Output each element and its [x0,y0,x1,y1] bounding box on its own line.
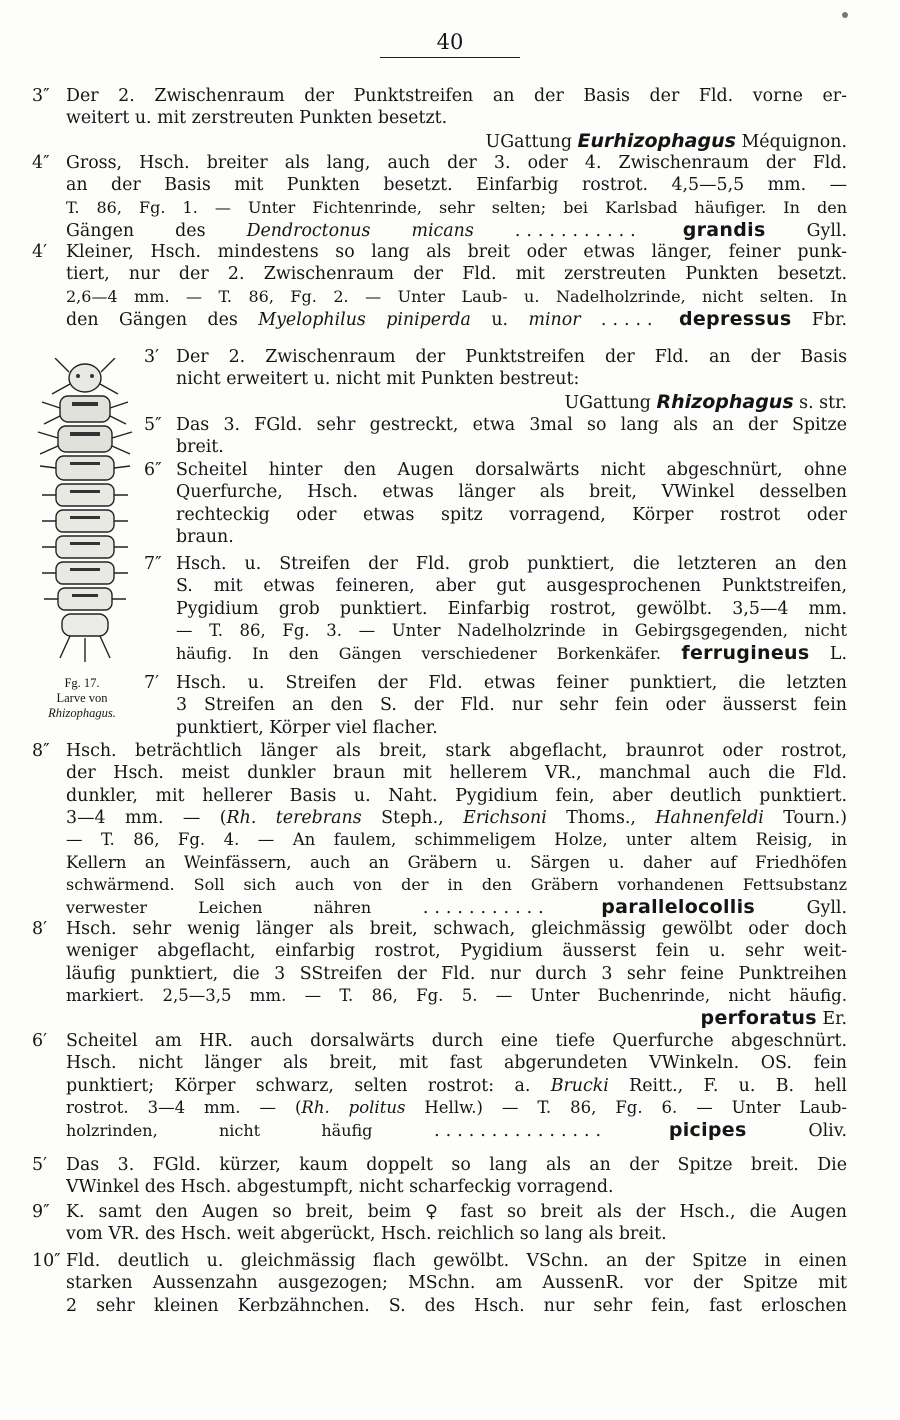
text-line: Hsch. beträchtlich länger als breit, stark abgeflacht, braunrot oder rostrot, [66,741,847,761]
couplet-marker: 9″ [32,1202,50,1222]
figure-caption-line: Larve von [56,691,108,705]
larva-illustration [30,358,140,670]
text-line: Das 3. FGld. sehr gestreckt, etwa 3mal so lang als an der Spitze [176,415,847,435]
text-span: Steph., [361,808,464,829]
species-name: picipes [668,1119,747,1142]
text-line: nicht erweitert u. nicht mit Punkten bestreut: [176,369,580,390]
text-line: an der Basis mit Punkten besetzt. Einfarbig rostrot. 4,5—5,5 mm. — [66,175,847,196]
text-line: breit. [176,437,224,458]
genus-name: Rhizophagus [656,390,794,413]
species-line [66,1119,847,1141]
synonym-name: Rh. politus [301,1098,406,1118]
key-entry-10dd [32,1250,847,1317]
text-line: Pygidium grob punktiert. Einfarbig rostrot, gewölbt. 3,5—4 mm. [176,598,847,619]
couplet-marker: 10″ [32,1251,61,1271]
text-line: Das 3. FGld. kürzer, kaum doppelt so lang als an der Spitze breit. Die [66,1155,847,1175]
text-line: tiert, nur der 2. Zwischenraum der Fld. mit zerstreuten Punkten besetzt. [66,264,847,285]
leader-dots: ........... [514,221,642,242]
key-entry-8d [32,918,847,1030]
text-line: vom VR. des Hsch. weit abgerückt, Hsch. reichlich so lang als breit. [66,1224,667,1245]
couplet-marker: 4′ [32,242,48,262]
text-line: punktiert, Körper viel flacher. [176,717,438,738]
key-entry-6dd [144,459,847,548]
key-entry-7d [144,672,847,739]
text-line: Hsch. nicht länger als breit, mit fast abgerundeten VWinkeln. OS. fein [66,1053,847,1074]
text-line: 2 sehr kleinen Kerbzähnchen. S. des Hsch. nur sehr fein, fast erloschen [66,1295,847,1316]
text-line: T. 86, Fg. 1. — Unter Fichtenrinde, sehr selten; bei Karlsbad häufiger. In den [66,197,847,217]
leader-dots: ............... [434,1121,608,1142]
species-line [176,642,847,664]
text-line: Hsch. u. Streifen der Fld. grob punktiert, die letzteren an den [176,554,847,574]
couplet-marker: 4″ [32,153,50,173]
key-entry-4dd [32,152,847,241]
host-species: Dendroctonus micans [246,221,474,242]
synonym-name: Erichsoni [463,808,547,829]
species-name: parallelocollis [601,896,756,919]
text-span: verwester Leichen nähren [66,898,372,918]
subgenus-prefix: UGattung [564,392,651,413]
host-species: minor [528,310,581,331]
text-span: u. [491,310,509,331]
couplet-marker: 3″ [32,86,50,106]
subgenus-heading [144,391,847,413]
text-line: schwärmend. Soll sich auch von der in den Gräbern vorhandenen Fettsubstanz [66,875,847,895]
text-line: 2,6—4 mm. — T. 86, Fg. 2. — Unter Laub- u. Nadelholzrinde, nicht selten. In [66,286,847,306]
couplet-marker: 7″ [144,554,162,574]
text-line: rechteckig oder etwas spitz vorragend, Körper rostrot oder [176,504,847,525]
couplet-marker: 6′ [32,1031,48,1051]
species-name: ferrugineus [681,642,810,665]
text-line: Der 2. Zwischenraum der Punktstreifen der Fld. an der Basis [176,347,847,367]
species-name: perforatus [700,1007,817,1030]
text-line: starken Aussenzahn ausgezogen; MSchn. am AussenR. vor der Spitze mit [66,1273,847,1294]
host-species: Myelophilus piniperda [258,310,471,331]
text-line: Kellern an Weinfässern, auch an Gräbern u. Särgen u. daher auf Friedhöfen [66,852,847,872]
key-entry-3dd [32,85,847,152]
text-line [66,1075,847,1097]
subgenus-heading [32,130,847,152]
aberration-name: Brucki [550,1075,609,1096]
key-entry-7dd [144,553,847,665]
text-line: — T. 86, Fg. 4. — An faulem, schimmeligem Holze, unter altem Reisig, in [66,830,847,850]
text-span: punktiert; Körper schwarz, selten rostrot: a. [66,1075,531,1096]
species-name: depressus [678,308,792,331]
key-entry-5d [32,1154,847,1199]
species-author: Fbr. [811,310,847,331]
text-line: Der 2. Zwischenraum der Punktstreifen an der Basis der Fld. vorne er- [66,86,847,106]
page-number: 40 [380,30,520,58]
text-line: der Hsch. meist dunkler braun mit hellerem VR., manchmal auch die Fld. [66,763,847,784]
species-line [66,896,847,918]
text-line: läufig punktiert, die 3 SStreifen der Fld. nur durch 3 sehr feine Punktreihen [66,963,847,984]
genus-author: s. str. [799,392,847,413]
synonym-name: Hahnenfeldi [655,808,764,829]
text-line: 3 Streifen an den S. der Fld. nur sehr fein oder äusserst fein [176,695,847,716]
text-line: S. mit etwas feineren, aber gut ausgesprochenen Punktstreifen, [176,576,847,597]
text-line: braun. [176,527,234,548]
text-line: Scheitel hinter den Augen dorsalwärts nicht abgeschnürt, ohne [176,460,847,480]
species-author: Gyll. [806,221,847,242]
species-line [66,308,847,330]
synonym-line [66,807,847,829]
couplet-marker: 8″ [32,741,50,761]
text-span: rostrot. 3—4 mm. — ( [66,1098,302,1118]
text-line: Scheitel am HR. auch dorsalwärts durch eine tiefe Querfurche abgeschnürt. [66,1031,847,1051]
text-line: Hsch. sehr wenig länger als breit, schwach, gleichmässig gewölbt oder doch [66,919,847,939]
text-span: den Gängen des [66,310,238,331]
key-entry-8dd [32,740,847,919]
species-line [32,1007,847,1029]
species-author: Oliv. [808,1121,847,1142]
synonym-name: Rh. terebrans [226,808,362,829]
figure-caption-number: Fg. 17. [64,676,100,690]
couplet-marker: 5′ [32,1155,48,1175]
leader-dots: ........... [422,898,550,919]
couplet-marker: 3′ [144,347,160,367]
genus-author: Méquignon. [741,131,847,152]
text-line: dunkler, mit hellerer Basis u. Naht. Pygidium fein, aber deutlich punktiert. [66,785,847,806]
text-span: Tourn.) [763,808,847,829]
genus-name: Eurhizophagus [577,129,736,152]
species-author: Gyll. [806,898,847,919]
couplet-marker: 6″ [144,460,162,480]
text-line: markiert. 2,5—3,5 mm. — T. 86, Fg. 5. — Unter Buchenrinde, nicht häufig. [66,986,847,1006]
text-line: weniger abgeflacht, einfarbig rostrot, Pygidium äusserst fein u. sehr weit- [66,941,847,962]
text-line: Fld. deutlich u. gleichmässig flach gewölbt. VSchn. an der Spitze in einen [66,1251,847,1271]
subgenus-prefix: UGattung [485,131,572,152]
text-span: Reitt., F. u. B. hell [629,1075,847,1096]
key-entry-5dd [144,414,847,459]
species-name: grandis [682,219,766,242]
text-span: Thoms., [546,808,656,829]
text-line: K. samt den Augen so breit, beim ♀ fast so breit als der Hsch., die Augen [66,1202,847,1222]
text-span: Gängen des [66,221,206,242]
text-span: häufig. In den Gängen verschiedener Borkenkäfer. [176,644,661,664]
species-author: Er. [822,1009,847,1030]
couplet-marker: 8′ [32,919,48,939]
text-line: — T. 86, Fg. 3. — Unter Nadelholzrinde in Gebirgsgegenden, nicht [176,621,847,641]
text-line: weitert u. mit zerstreuten Punkten besetzt. [66,108,448,129]
text-line: Kleiner, Hsch. mindestens so lang als breit oder etwas länger, feiner punk- [66,242,847,262]
figure-caption-line: Rhizophagus. [48,706,116,720]
couplet-marker: 7′ [144,673,160,693]
text-span: 3—4 mm. — ( [66,808,227,829]
couplet-marker: 5″ [144,415,162,435]
text-line: Querfurche, Hsch. etwas länger als breit, VWinkel desselben [176,482,847,503]
text-line: Hsch. u. Streifen der Fld. etwas feiner punktiert, die letzten [176,673,847,693]
leader-dots: ..... [600,310,659,331]
key-entry-4d [32,241,847,330]
ink-dot [842,12,848,18]
text-line: VWinkel des Hsch. abgestumpft, nicht scharfeckig vorragend. [66,1177,614,1198]
text-line: Gross, Hsch. breiter als lang, auch der 3. oder 4. Zwischenraum der Fld. [66,153,847,173]
key-entry-3d [144,346,847,413]
text-span: holzrinden, nicht häufig [66,1121,373,1141]
key-entry-9dd [32,1201,847,1246]
key-entry-6d [32,1030,847,1142]
text-line [66,1097,847,1119]
text-span: Hellw.) — T. 86, Fg. 6. — Unter Laub- [424,1098,847,1118]
species-line [66,219,847,241]
species-author: L. [829,644,847,665]
